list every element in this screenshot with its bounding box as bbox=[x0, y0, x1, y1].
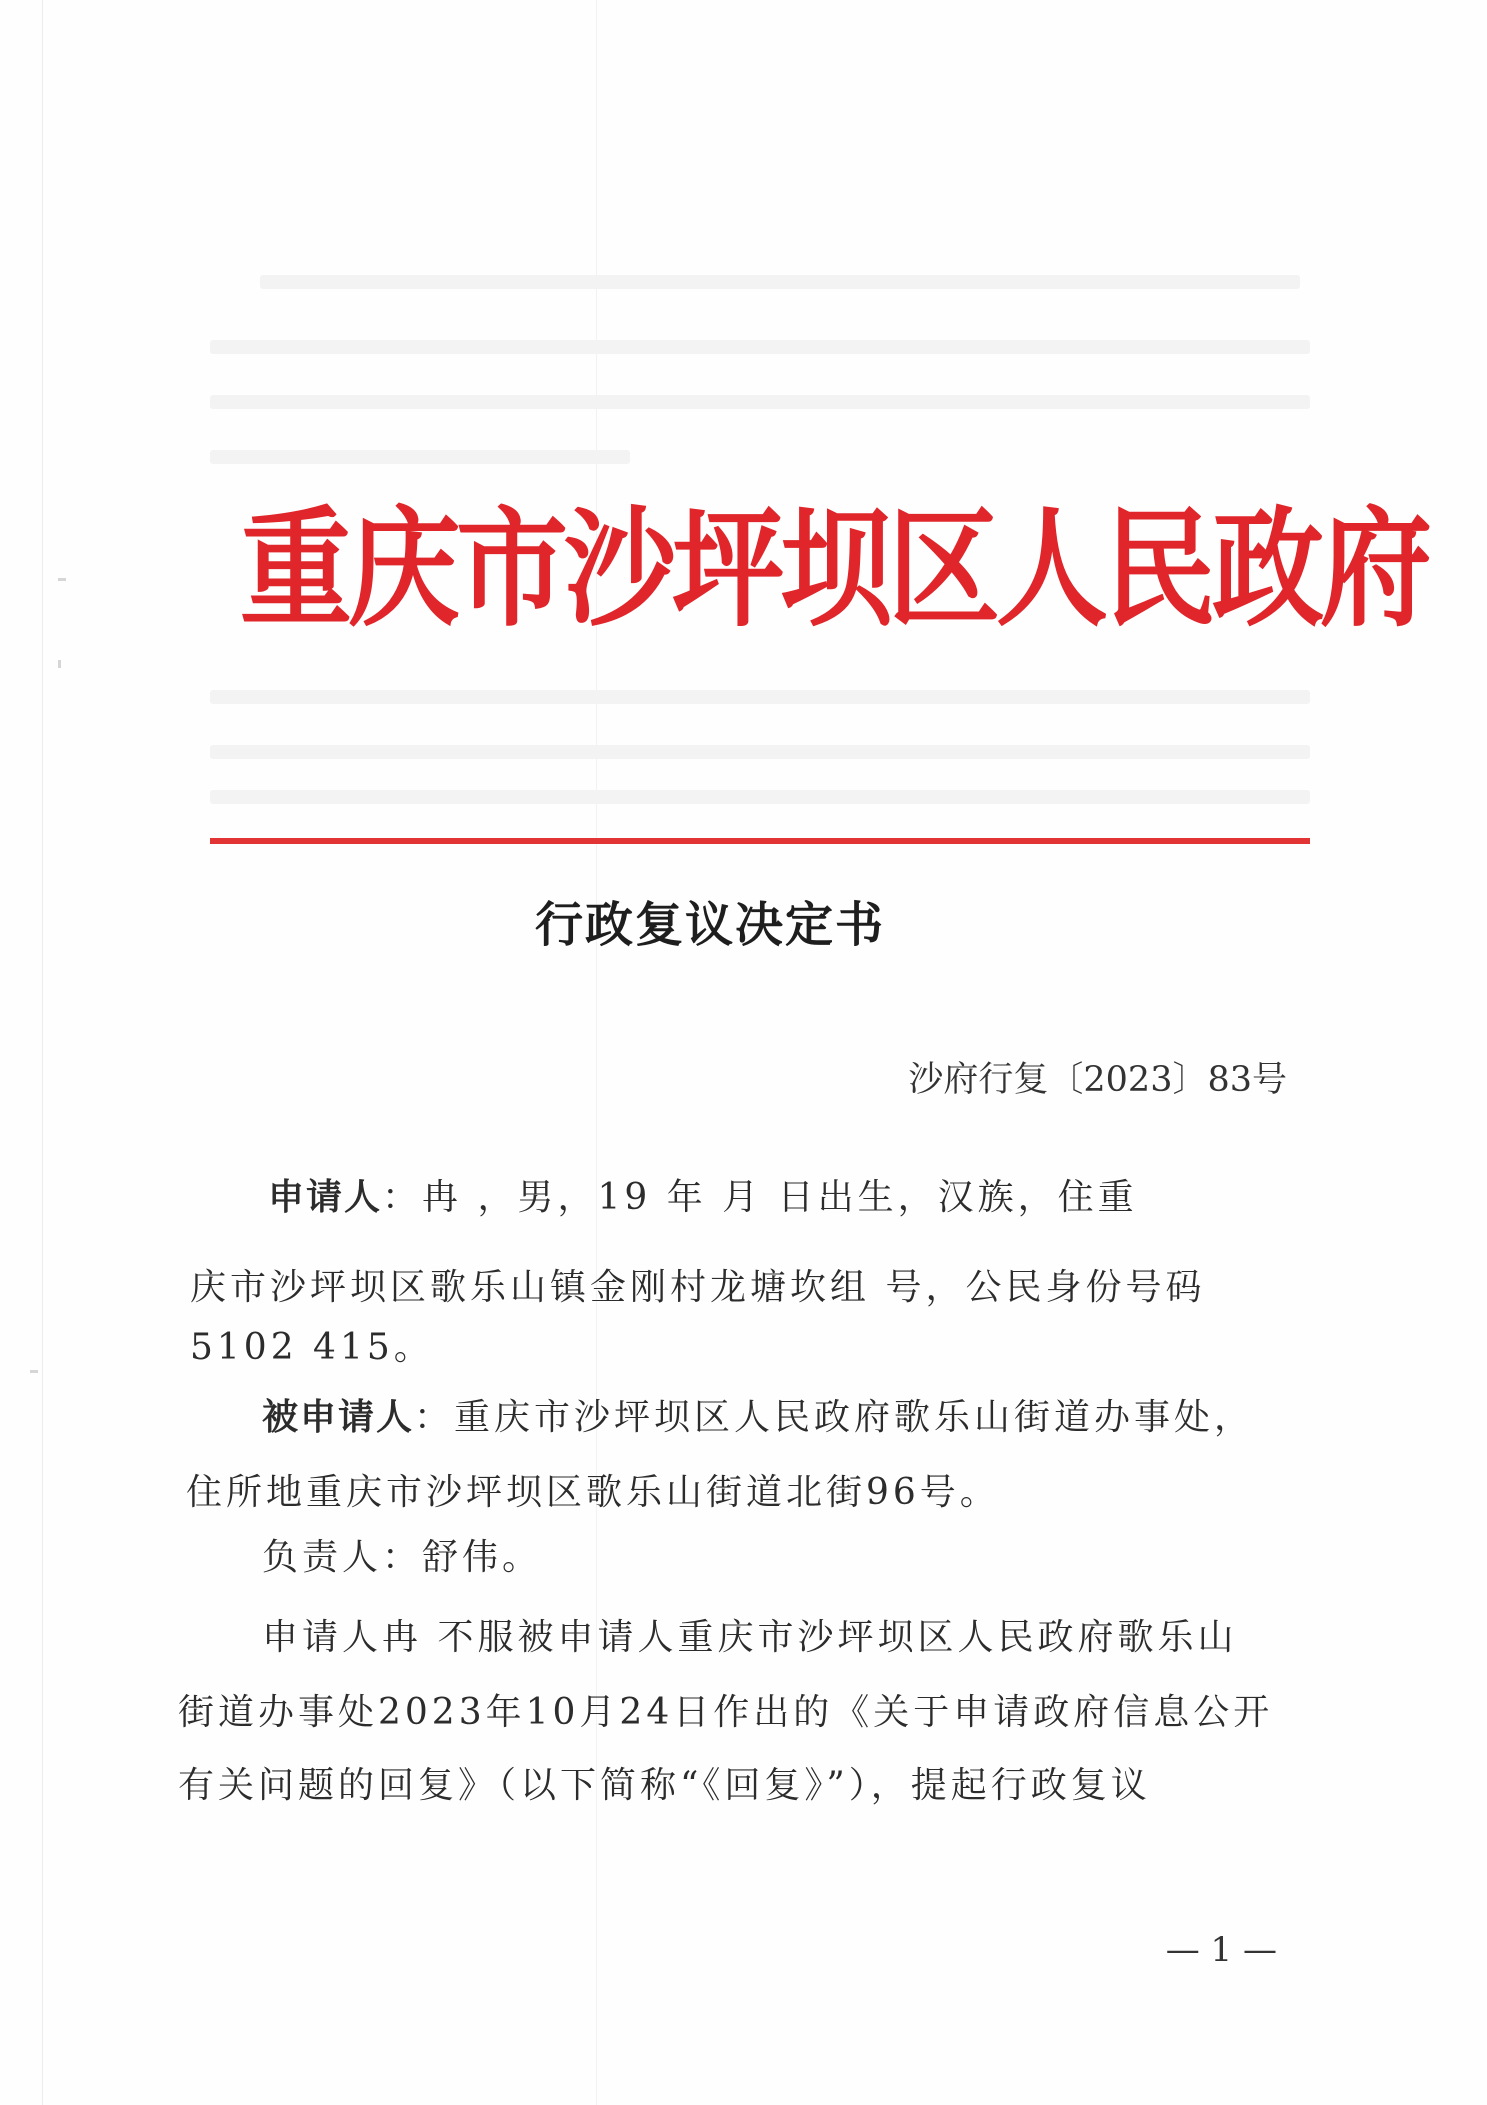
masthead-red-rule bbox=[210, 838, 1310, 844]
applicant-text: ：冉 ，男，19 年 月 日出生，汉族，住重 bbox=[382, 1177, 1138, 1218]
respondent-text: ：重庆市沙坪坝区人民政府歌乐山街道办事处， bbox=[414, 1397, 1255, 1438]
government-masthead: 重庆市沙坪坝区人民政府 bbox=[240, 495, 1428, 645]
person-in-charge bbox=[262, 1528, 542, 1588]
scan-fold-line bbox=[42, 0, 43, 2105]
respondent-line-2 bbox=[186, 1463, 1000, 1523]
show-through-line bbox=[210, 790, 1310, 804]
margin-mark bbox=[58, 660, 61, 668]
show-through-line bbox=[210, 340, 1310, 354]
applicant-line-2 bbox=[190, 1258, 1205, 1318]
body-text-3: 有关问题的回复》（以下简称“《回复》”），提起行政复议 bbox=[178, 1765, 1151, 1806]
show-through-line bbox=[210, 745, 1310, 759]
applicant-line-3 bbox=[190, 1318, 434, 1378]
respondent-line-1 bbox=[262, 1388, 1254, 1448]
margin-mark bbox=[30, 1370, 38, 1373]
person-in-charge-text: 负责人：舒伟。 bbox=[262, 1537, 543, 1578]
show-through-line bbox=[210, 395, 1310, 409]
applicant-id: 5102 415。 bbox=[190, 1327, 434, 1368]
applicant-line-1 bbox=[268, 1168, 1138, 1228]
body-text-1: 申请人冉 不服被申请人重庆市沙坪坝区人民政府歌乐山 bbox=[262, 1617, 1238, 1658]
show-through-line bbox=[210, 450, 630, 464]
body-line-3 bbox=[178, 1756, 1151, 1816]
page-number: — 1 — bbox=[1165, 1930, 1277, 1970]
margin-mark bbox=[58, 578, 66, 581]
body-line-2 bbox=[178, 1683, 1273, 1743]
body-line-1 bbox=[262, 1608, 1237, 1668]
applicant-label: 申请人 bbox=[268, 1177, 383, 1218]
document-title: 行政复议决定书 bbox=[535, 897, 886, 953]
respondent-address: 住所地重庆市沙坪坝区歌乐山街道北街96号。 bbox=[186, 1472, 1000, 1513]
show-through-line bbox=[260, 275, 1300, 289]
respondent-label: 被申请人 bbox=[262, 1397, 415, 1438]
document-number: 沙府行复〔2023〕83号 bbox=[908, 1060, 1287, 1100]
applicant-address: 庆市沙坪坝区歌乐山镇金刚村龙塘坎组 号，公民身份号码 bbox=[190, 1267, 1206, 1308]
show-through-line bbox=[210, 690, 1310, 704]
body-text-2: 街道办事处2023年10月24日作出的《关于申请政府信息公开 bbox=[178, 1692, 1274, 1733]
